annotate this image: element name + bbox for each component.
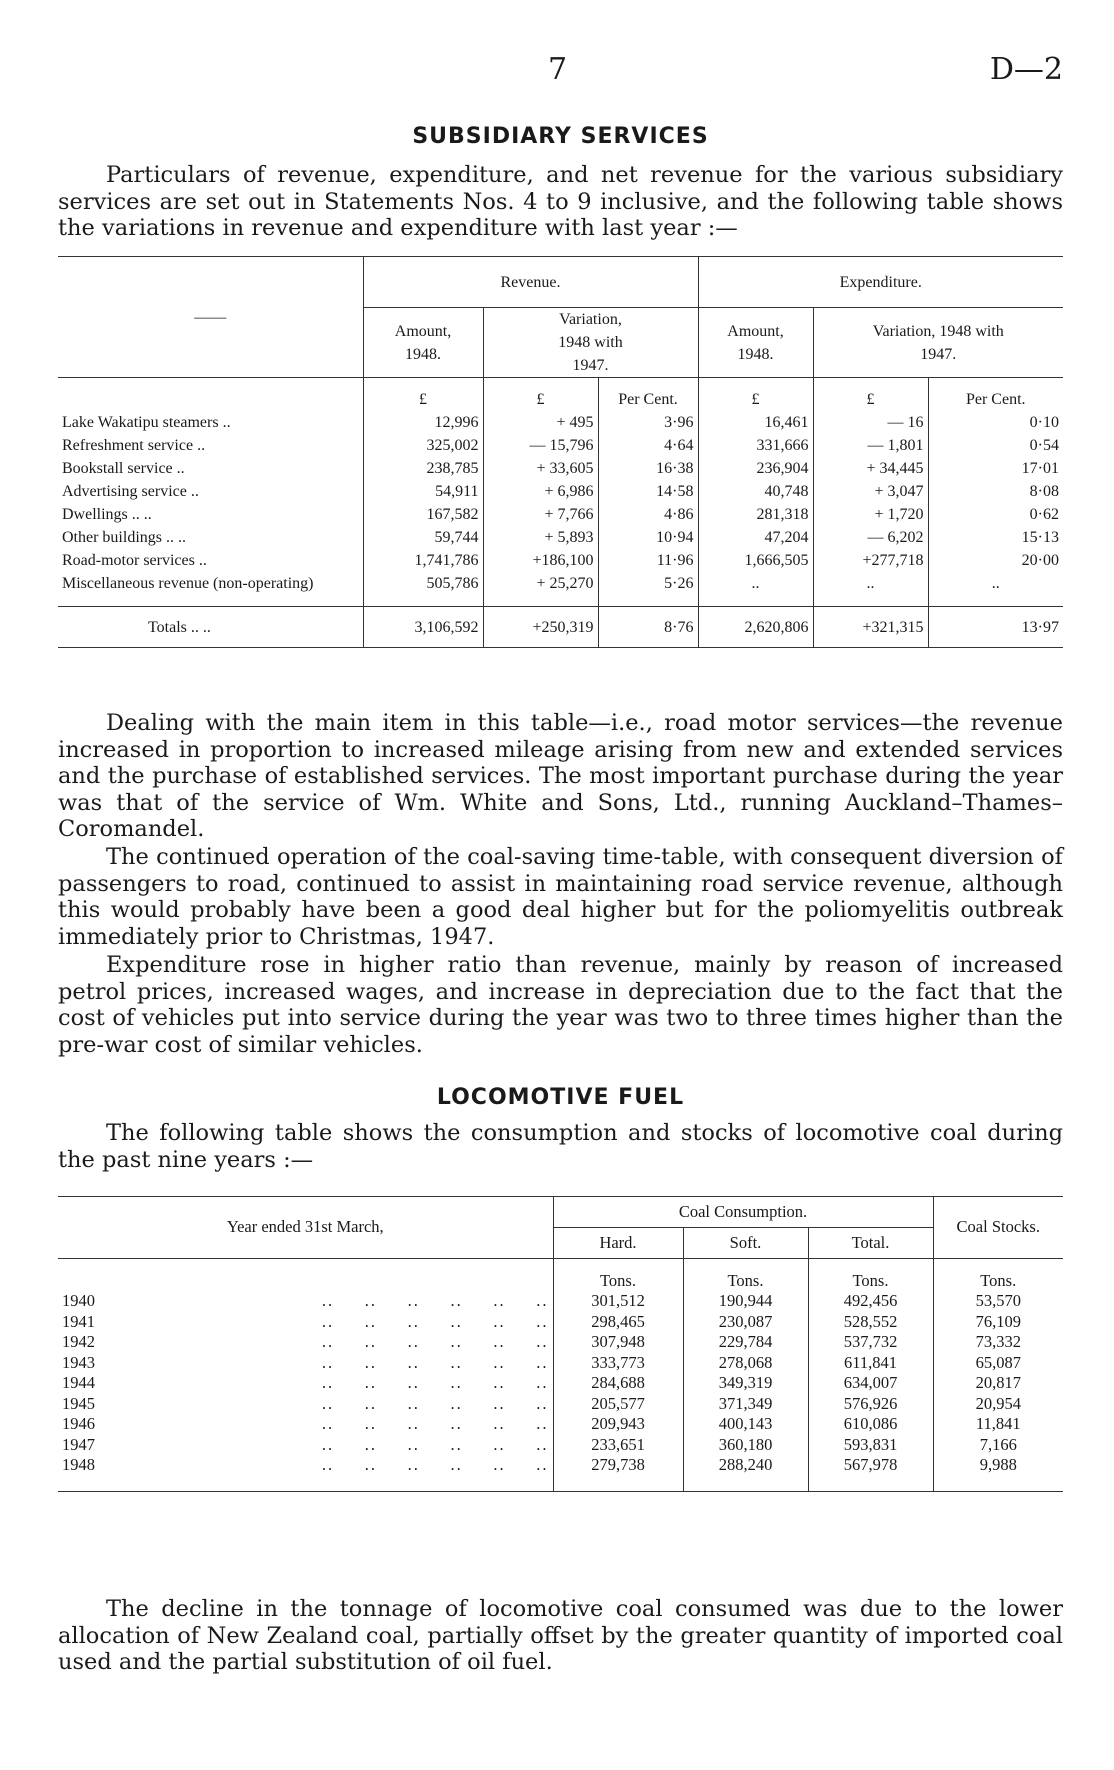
hard-tons: 307,948 <box>553 1332 683 1353</box>
page-number: 7 <box>548 52 568 87</box>
expenditure-amount: .. <box>698 572 813 595</box>
revenue-variation: + 6,986 <box>483 480 598 503</box>
unit-pound: £ <box>813 388 928 411</box>
table-row <box>58 549 1063 572</box>
expenditure-variation-header: Variation, 1948 with 1947. <box>813 308 1063 378</box>
expenditure-variation: + 1,720 <box>813 503 928 526</box>
expenditure-variation: — 6,202 <box>813 526 928 549</box>
table-row <box>58 1353 1063 1374</box>
row-label: Bookstall service <box>62 459 173 477</box>
soft-tons: 229,784 <box>683 1332 808 1353</box>
unit-percent: Per Cent. <box>598 388 698 411</box>
expenditure-variation-total: +321,315 <box>813 607 928 648</box>
revenue-percent-total: 8·76 <box>598 607 698 648</box>
page-header <box>58 52 1063 92</box>
leader-dots: .. .. <box>166 528 186 546</box>
year: 1940 <box>62 1291 95 1310</box>
year: 1948 <box>62 1455 95 1474</box>
hard-header: Hard. <box>553 1228 683 1259</box>
leader-dots: .. .. .. .. .. .. <box>321 1373 549 1392</box>
table-row <box>58 480 1063 503</box>
revenue-percent: 4·86 <box>598 503 698 526</box>
total-tons: 634,007 <box>808 1373 933 1394</box>
unit-tons: Tons. <box>933 1271 1063 1292</box>
expenditure-amount: 47,204 <box>698 526 813 549</box>
table-row <box>58 1312 1063 1333</box>
year: 1945 <box>62 1393 95 1413</box>
revenue-variation: + 33,605 <box>483 457 598 480</box>
revenue-amount: 54,911 <box>363 480 483 503</box>
table-row <box>58 572 1063 595</box>
stocks-tons: 20,954 <box>933 1394 1063 1415</box>
leader-dots: .. .. .. .. .. .. <box>321 1434 549 1454</box>
locomotive-intro: The following table shows the consumption and stocks of locomotive coal during the past nine years :— <box>58 1120 1063 1173</box>
document-reference: D—2 <box>989 52 1063 87</box>
total-tons: 610,086 <box>808 1414 933 1435</box>
table-row <box>58 1373 1063 1394</box>
expenditure-amount: 331,666 <box>698 434 813 457</box>
total-tons: 492,456 <box>808 1291 933 1312</box>
expenditure-amount: 16,461 <box>698 411 813 434</box>
revenue-amount: 59,744 <box>363 526 483 549</box>
hard-tons: 298,465 <box>553 1312 683 1333</box>
leader-dots: .. .. .. .. .. .. <box>321 1311 549 1331</box>
expenditure-variation: + 34,445 <box>813 457 928 480</box>
expenditure-header: Expenditure. <box>698 257 1063 308</box>
expenditure-percent: 15·13 <box>928 526 1063 549</box>
stocks-tons: 65,087 <box>933 1353 1063 1374</box>
revenue-percent: 3·96 <box>598 411 698 434</box>
stocks-tons: 9,988 <box>933 1455 1063 1476</box>
revenue-variation: — 15,796 <box>483 434 598 457</box>
locomotive-coal-table <box>58 1196 1063 1492</box>
table-row <box>58 1455 1063 1476</box>
expenditure-amount: 236,904 <box>698 457 813 480</box>
expenditure-percent: 17·01 <box>928 457 1063 480</box>
stocks-tons: 73,332 <box>933 1332 1063 1353</box>
table-row <box>58 526 1063 549</box>
table-row <box>58 1394 1063 1415</box>
expenditure-amount: 281,318 <box>698 503 813 526</box>
table-row <box>58 457 1063 480</box>
soft-tons: 371,349 <box>683 1394 808 1415</box>
total-tons: 528,552 <box>808 1312 933 1333</box>
year-header: Year ended 31st March, <box>226 1217 384 1237</box>
revenue-variation: + 495 <box>483 411 598 434</box>
row-label: Refreshment service <box>62 436 194 454</box>
year: 1946 <box>62 1414 95 1433</box>
total-tons: 567,978 <box>808 1455 933 1476</box>
section-title-subsidiary-services: SUBSIDIARY SERVICES <box>412 124 709 149</box>
revenue-amount: 12,996 <box>363 411 483 434</box>
subsidiary-services-table <box>58 256 1063 648</box>
leader-dots: .. .. .. .. .. .. <box>321 1455 549 1474</box>
total-tons: 593,831 <box>808 1435 933 1456</box>
expenditure-percent: .. <box>928 572 1063 595</box>
year: 1943 <box>62 1352 95 1372</box>
expenditure-percent: 0·10 <box>928 411 1063 434</box>
expenditure-percent: 0·62 <box>928 503 1063 526</box>
stocks-tons: 53,570 <box>933 1291 1063 1312</box>
table-row <box>58 1332 1063 1353</box>
leader-dots: .. .. .. .. .. .. <box>321 1393 549 1413</box>
hard-tons: 279,738 <box>553 1455 683 1476</box>
stocks-tons: 11,841 <box>933 1414 1063 1435</box>
expenditure-variation: + 3,047 <box>813 480 928 503</box>
revenue-variation: + 25,270 <box>483 572 598 595</box>
year: 1942 <box>62 1332 95 1351</box>
stocks-tons: 76,109 <box>933 1312 1063 1333</box>
leader-dots: .. .. <box>131 505 152 523</box>
leader-dots: .. .. <box>190 618 211 636</box>
row-label: Advertising service <box>62 482 187 500</box>
total-tons: 576,926 <box>808 1394 933 1415</box>
table-row <box>58 1291 1063 1312</box>
leader-dots: .. <box>198 551 207 569</box>
revenue-amount: 1,741,786 <box>363 549 483 572</box>
soft-tons: 400,143 <box>683 1414 808 1435</box>
revenue-variation: + 5,893 <box>483 526 598 549</box>
leader-dots: .. .. .. .. .. .. <box>321 1352 549 1372</box>
row-label: Other buildings <box>62 528 162 546</box>
expenditure-percent-total: 13·97 <box>928 607 1063 648</box>
table-row <box>58 503 1063 526</box>
expenditure-percent: 20·00 <box>928 549 1063 572</box>
row-label: Miscellaneous revenue (non-operating) <box>62 574 314 592</box>
stocks-tons: 7,166 <box>933 1435 1063 1456</box>
row-label: Dwellings <box>62 505 128 523</box>
unit-pound: £ <box>698 388 813 411</box>
expenditure-amount: 40,748 <box>698 480 813 503</box>
revenue-total: 3,106,592 <box>363 607 483 648</box>
unit-percent: Per Cent. <box>928 388 1063 411</box>
total-tons: 537,732 <box>808 1332 933 1353</box>
soft-header: Soft. <box>683 1228 808 1259</box>
revenue-header: Revenue. <box>363 257 698 308</box>
revenue-percent: 5·26 <box>598 572 698 595</box>
table-row <box>58 411 1063 434</box>
paragraph: Expenditure rose in higher ratio than revenue, mainly by reason of increased petrol prices, increased wages, and increase in depreciation due to the fact that the cost of vehicles put into service during the year was two to three times higher than the pre-war cost of similar vehicles. <box>58 952 1063 1058</box>
hard-tons: 233,651 <box>553 1435 683 1456</box>
expenditure-amount-header: Amount, 1948. <box>698 308 813 378</box>
leader-dots: .. <box>197 436 206 454</box>
revenue-percent: 11·96 <box>598 549 698 572</box>
revenue-variation-header: Variation, 1948 with 1947. <box>483 308 698 378</box>
revenue-amount-header: Amount, 1948. <box>363 308 483 378</box>
soft-tons: 288,240 <box>683 1455 808 1476</box>
coal-consumption-header: Coal Consumption. <box>553 1197 933 1228</box>
stocks-tons: 20,817 <box>933 1373 1063 1394</box>
paragraph: The continued operation of the coal-saving time-table, with consequent diversion of passengers to road, continued to assist in maintaining road service revenue, although this would probably have been a good deal higher but for the poliomyelitis outbreak immediately prior to Christmas, 1947. <box>58 844 1063 950</box>
totals-row <box>58 607 1063 648</box>
leader-dots: .. .. .. .. .. .. <box>321 1332 549 1351</box>
expenditure-percent: 0·54 <box>928 434 1063 457</box>
unit-tons: Tons. <box>553 1271 683 1292</box>
hard-tons: 284,688 <box>553 1373 683 1394</box>
soft-tons: 190,944 <box>683 1291 808 1312</box>
expenditure-total: 2,620,806 <box>698 607 813 648</box>
expenditure-amount: 1,666,505 <box>698 549 813 572</box>
soft-tons: 278,068 <box>683 1353 808 1374</box>
hard-tons: 333,773 <box>553 1353 683 1374</box>
expenditure-variation: +277,718 <box>813 549 928 572</box>
revenue-amount: 167,582 <box>363 503 483 526</box>
closing-paragraph: The decline in the tonnage of locomotive coal consumed was due to the lower allocation of New Zealand coal, partially offset by the greater quantity of imported coal used and the partial substitution of oil fuel. <box>58 1596 1063 1675</box>
subsidiary-intro: Particulars of revenue, expenditure, and net revenue for the various subsidiary services are set out in Statements Nos. 4 to 9 inclusive, and the following table shows the variations in revenue and expenditure with last year :— <box>58 162 1063 241</box>
table-row <box>58 1435 1063 1456</box>
leader-dots: .. .. .. .. .. .. <box>321 1291 549 1310</box>
totals-label: Totals <box>148 618 187 636</box>
revenue-percent: 4·64 <box>598 434 698 457</box>
revenue-amount: 325,002 <box>363 434 483 457</box>
leader-dots: .. <box>176 459 185 477</box>
unit-tons: Tons. <box>683 1271 808 1292</box>
leader-dots: .. <box>222 413 231 431</box>
revenue-variation: +186,100 <box>483 549 598 572</box>
total-tons: 611,841 <box>808 1353 933 1374</box>
unit-tons: Tons. <box>808 1271 933 1292</box>
section-title-locomotive-fuel: LOCOMOTIVE FUEL <box>436 1085 685 1110</box>
unit-pound: £ <box>483 388 598 411</box>
hard-tons: 301,512 <box>553 1291 683 1312</box>
leader-dots: .. <box>190 482 199 500</box>
year: 1944 <box>62 1373 95 1392</box>
soft-tons: 360,180 <box>683 1435 808 1456</box>
total-header: Total. <box>808 1228 933 1259</box>
row-label: Road-motor services <box>62 551 195 569</box>
hard-tons: 205,577 <box>553 1394 683 1415</box>
hard-tons: 209,943 <box>553 1414 683 1435</box>
row-header-dash: —— <box>194 308 227 326</box>
expenditure-variation: .. <box>813 572 928 595</box>
table-row <box>58 434 1063 457</box>
revenue-percent: 16·38 <box>598 457 698 480</box>
year: 1947 <box>62 1434 95 1454</box>
table-row <box>58 1414 1063 1435</box>
revenue-percent: 10·94 <box>598 526 698 549</box>
year: 1941 <box>62 1311 95 1331</box>
paragraph: Dealing with the main item in this table—i.e., road motor services—the revenue increased in proportion to increased mileage arising from new and extended services and the purchase of established services. The most important purchase during the year was that of the service of Wm. White and Sons, Ltd., running Auckland–Thames–Coromandel. <box>58 710 1063 842</box>
revenue-variation: + 7,766 <box>483 503 598 526</box>
revenue-amount: 238,785 <box>363 457 483 480</box>
row-label: Lake Wakatipu steamers <box>62 413 219 431</box>
expenditure-variation: — 1,801 <box>813 434 928 457</box>
revenue-variation-total: +250,319 <box>483 607 598 648</box>
soft-tons: 349,319 <box>683 1373 808 1394</box>
expenditure-variation: — 16 <box>813 411 928 434</box>
revenue-amount: 505,786 <box>363 572 483 595</box>
coal-stocks-header: Coal Stocks. <box>933 1197 1063 1259</box>
soft-tons: 230,087 <box>683 1312 808 1333</box>
revenue-percent: 14·58 <box>598 480 698 503</box>
unit-pound: £ <box>363 388 483 411</box>
leader-dots: .. .. .. .. .. .. <box>321 1414 549 1433</box>
expenditure-percent: 8·08 <box>928 480 1063 503</box>
